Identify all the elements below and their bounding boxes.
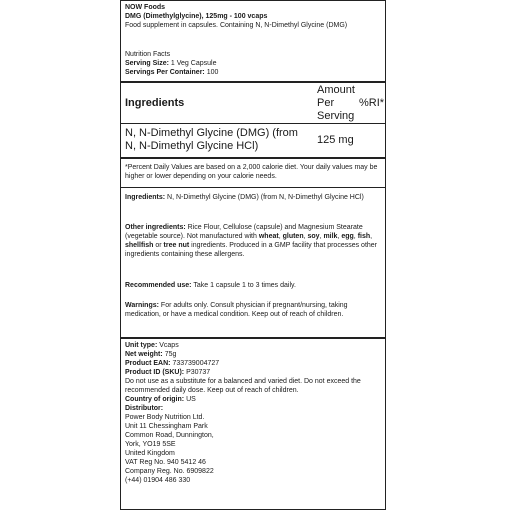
recommended-use-text: Take 1 capsule 1 to 3 times daily.: [193, 282, 296, 289]
supplement-label: [120, 0, 386, 510]
divider: [121, 187, 385, 188]
other-ingredients-label: Other ingredients:: [125, 224, 186, 231]
nutrition-facts: [125, 50, 381, 77]
ean-value: 733739004727: [172, 360, 220, 367]
other-ingredients-text-2: ingredients. Produced in a GMP facility that processes other ingredients containing these allergens.: [125, 242, 378, 258]
ingredients-label: Ingredients:: [125, 194, 166, 201]
ingredients-section: [125, 193, 381, 202]
warnings-text: For adults only. Consult physician if pregnant/nursing, taking medication, or have a medical condition. Keep out of reach of children.: [125, 302, 348, 318]
product-description: Food supplement in capsules. Containing N, N-Dimethyl Glycine (DMG): [125, 22, 348, 29]
allergen-fish: fish: [357, 233, 371, 240]
allergen-egg: egg: [341, 233, 354, 240]
footnote: *Percent Daily Values are based on a 2,000 calorie diet. Your daily values may be higher or lower depending on your calorie needs.: [125, 164, 378, 180]
sku-label: Product ID (SKU):: [125, 369, 185, 376]
divider: [121, 157, 385, 159]
allergen-milk: milk: [323, 233, 338, 240]
allergen-soy: soy: [307, 233, 320, 240]
unit-type-label: Unit type:: [125, 342, 158, 349]
product-title: DMG (Dimethylglycine), 125mg - 100 vcaps: [125, 13, 268, 20]
address-line: Unit 11 Chessingham Park: [125, 423, 208, 430]
recommended-use-label: Recommended use:: [125, 282, 192, 289]
divider: [121, 81, 385, 83]
allergen-tree-nut: tree nut: [163, 242, 190, 249]
allergen-gluten: gluten: [282, 233, 304, 240]
ri-header: %RI*: [359, 97, 385, 109]
other-ingredients-text: Rice Flour, Cellulose (capsule) and Magnesium Stearate (vegetable source). Not manufactured with: [125, 224, 363, 240]
serving-size-value: 1 Veg Capsule: [170, 60, 217, 67]
warnings-label: Warnings:: [125, 302, 159, 309]
brand-name: NOW Foods: [125, 4, 166, 11]
warnings: [125, 301, 381, 319]
allergen-shellfish: shellfish: [125, 242, 154, 249]
address-line: United Kingdom: [125, 450, 175, 457]
usage-advice: Do not use as a substitute for a balanced and varied diet. Do not exceed the recommended daily dose. Keep out of reach of children.: [125, 378, 361, 394]
other-ingredients-section: Other ingredients: Rice Flour, Cellulose (capsule) and Magnesium Stearate (vegetable source). Not manufactured with wheat, gluten, soy, milk, egg, fish, shellfish or tree nut ingredients. Produced in a GMP facility that processes other ingredients containing these allergens.: [125, 224, 378, 258]
product-details: [125, 341, 381, 485]
label-header: [125, 3, 381, 30]
divider: [121, 337, 385, 339]
address-line: (+44) 01904 486 330: [125, 477, 191, 484]
ingredient-row-amount: 125 mg: [317, 134, 354, 146]
address-line: Common Road, Dunnington,: [125, 432, 214, 439]
servings-value: 100: [206, 69, 219, 76]
address-line: Company Reg. No. 6909822: [125, 468, 214, 475]
ingredients-header: Ingredients: [125, 97, 185, 109]
address-line: VAT Reg No. 940 5412 46: [125, 459, 206, 466]
ingredients-text: N, N-Dimethyl Glycine (DMG) (from N, N-Dimethyl Glycine HCl): [167, 194, 364, 201]
origin-value: US: [186, 396, 196, 403]
recommended-use: [125, 281, 381, 290]
net-weight-value: 75g: [164, 351, 177, 358]
sku-value: P30737: [186, 369, 211, 376]
address-line: Power Body Nutrition Ltd.: [125, 414, 205, 421]
serving-size-label: Serving Size:: [125, 60, 169, 67]
origin-label: Country of origin:: [125, 396, 185, 403]
ean-label: Product EAN:: [125, 360, 171, 367]
allergen-wheat: wheat: [258, 233, 279, 240]
amount-header: Amount Per Serving: [317, 84, 355, 122]
servings-label: Servings Per Container:: [125, 69, 205, 76]
unit-type-value: Vcaps: [159, 342, 179, 349]
net-weight-label: Net weight:: [125, 351, 163, 358]
distributor-label: Distributor:: [125, 405, 164, 412]
divider: [121, 123, 385, 124]
ingredient-row-name: N, N-Dimethyl Glycine (DMG) (from N, N-Dimethyl Glycine HCl): [125, 127, 298, 152]
address-line: York, YO19 5SE: [125, 441, 176, 448]
facts-title: Nutrition Facts: [125, 51, 171, 58]
